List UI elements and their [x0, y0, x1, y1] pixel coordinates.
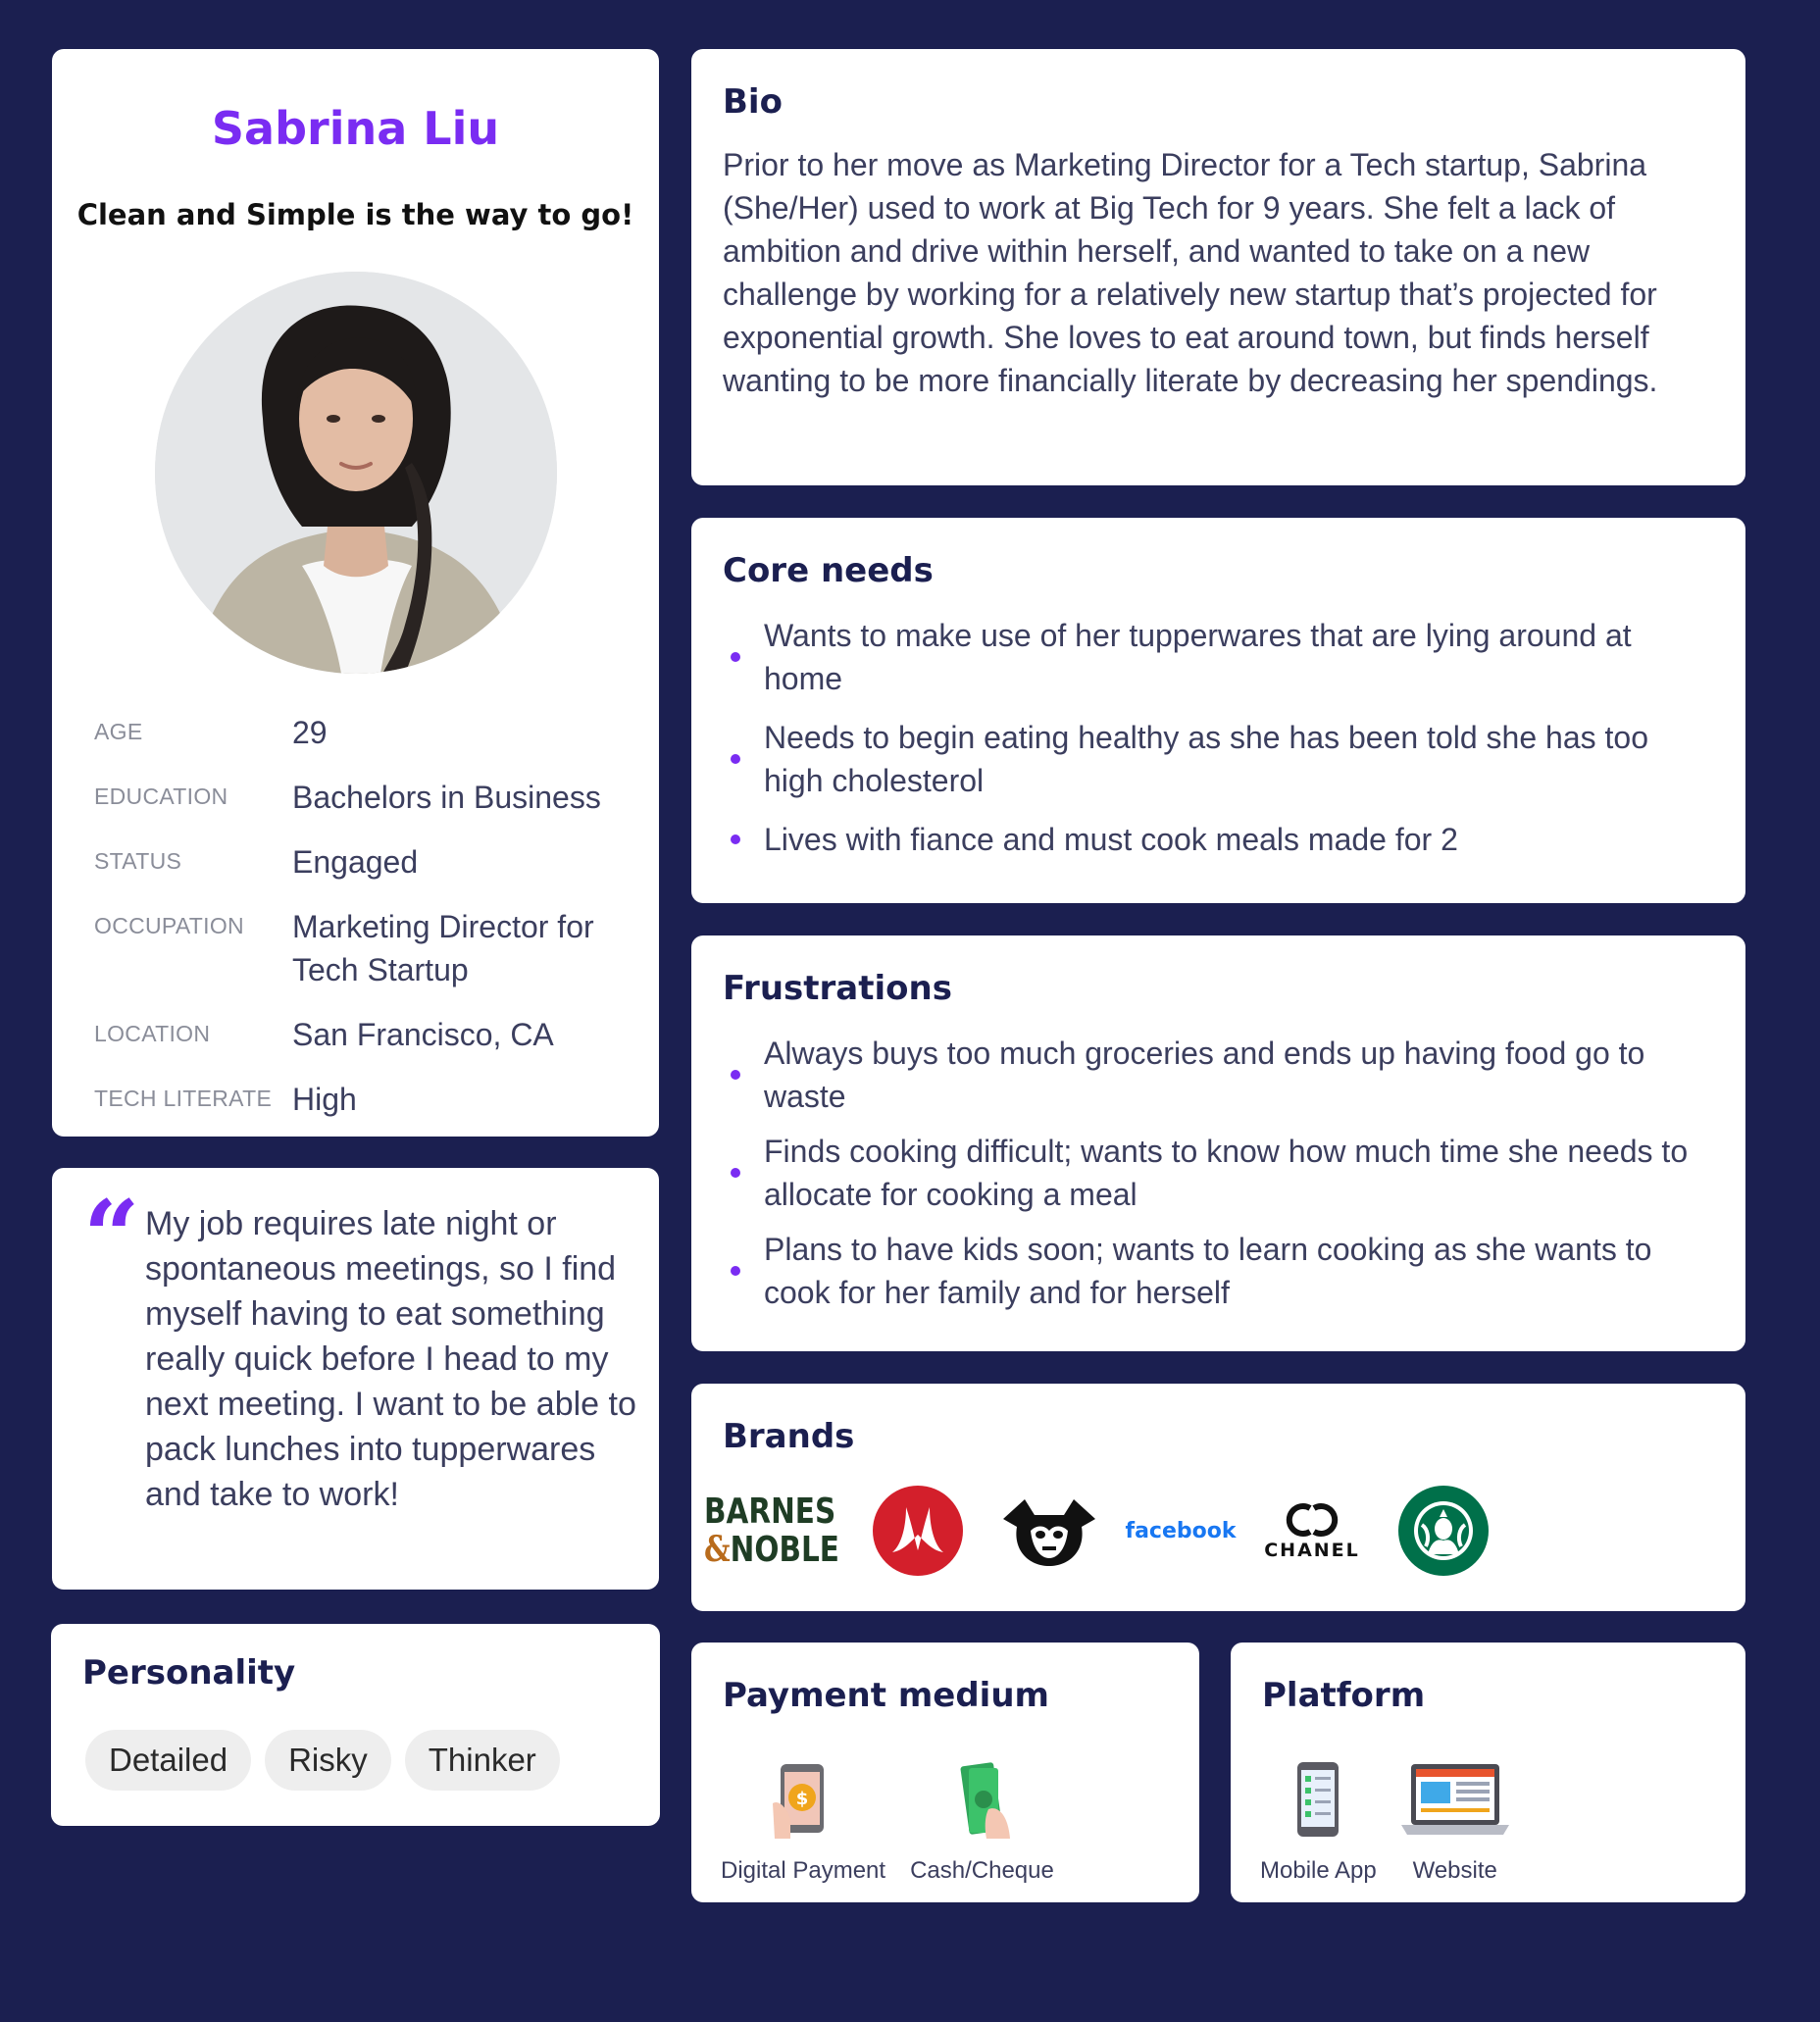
platform-title: Platform: [1262, 1676, 1426, 1715]
platform-option-mobile: [1260, 1755, 1377, 1885]
payment-medium-title: Payment medium: [723, 1676, 1049, 1715]
fact-value: Bachelors in Business: [292, 780, 601, 815]
payment-option-label: Cash/Cheque: [910, 1857, 1054, 1884]
fact-age: [94, 711, 643, 754]
list-item: Wants to make use of her tupperwares that are lying around at home: [723, 614, 1714, 700]
mobile-app-graphic: [1293, 1760, 1342, 1839]
starbucks-siren-logo-icon: [1378, 1482, 1509, 1580]
fact-status: [94, 840, 643, 884]
bio-title: Bio: [723, 82, 783, 122]
fact-value: Marketing Director for Tech Startup: [292, 909, 594, 987]
chanel-logo: [1246, 1482, 1378, 1580]
payment-options: [721, 1755, 1054, 1885]
persona-name: Sabrina Liu: [211, 102, 500, 155]
personality-title: Personality: [82, 1653, 296, 1693]
persona-tagline: Clean and Simple is the way to go!: [76, 198, 634, 231]
fact-occupation: [94, 905, 643, 991]
website-icon: [1401, 1755, 1509, 1844]
list-item: Plans to have kids soon; wants to learn cooking as she wants to cook for her family and for herself: [723, 1228, 1714, 1314]
quote-mark-icon: “: [83, 1179, 140, 1294]
starbucks-logo-graphic: [1398, 1486, 1489, 1576]
core-needs-title: Core needs: [723, 551, 934, 590]
brands-title: Brands: [723, 1417, 855, 1456]
fact-label: TECH LITERATE: [94, 1086, 273, 1111]
platform-options: [1260, 1755, 1509, 1885]
quote-card: [52, 1168, 659, 1590]
core-needs-list: [723, 614, 1714, 861]
fact-label: LOCATION: [94, 1021, 211, 1046]
brand-logos: [703, 1482, 1509, 1580]
payment-option-label: Digital Payment: [721, 1857, 886, 1884]
list-item: Always buys too much groceries and ends up having food go to waste: [723, 1032, 1714, 1118]
mobile-app-icon: [1293, 1755, 1342, 1844]
website-graphic: [1401, 1760, 1509, 1839]
platform-option-label: Website: [1412, 1857, 1497, 1884]
frustrations-list: [723, 1032, 1714, 1314]
digital-payment-icon: [769, 1755, 837, 1844]
cash-icon: [947, 1755, 1016, 1844]
fact-value: High: [292, 1082, 357, 1117]
bio-card: [691, 49, 1745, 485]
payment-medium-card: [691, 1643, 1199, 1902]
personality-tag: Risky: [265, 1730, 391, 1791]
platform-card: [1231, 1643, 1745, 1902]
barnes-noble-logo: [703, 1482, 852, 1580]
fact-value: Engaged: [292, 844, 419, 880]
fact-tech-literate: [94, 1078, 643, 1121]
platform-option-label: Mobile App: [1260, 1857, 1377, 1884]
fact-label: EDUCATION: [94, 784, 228, 809]
avatar: [155, 272, 557, 674]
list-item: Needs to begin eating healthy as she has been told she has too high cholesterol: [723, 716, 1714, 802]
payment-option-digital: [721, 1755, 885, 1885]
chanel-cc-icon: [1281, 1500, 1343, 1540]
dog-face-logo-graphic: [995, 1491, 1103, 1570]
payment-option-cash: [910, 1755, 1054, 1885]
frustrations-title: Frustrations: [723, 969, 952, 1008]
barnes-noble-line1: BARNES: [703, 1491, 836, 1532]
barnes-noble-line2: NOBLE: [730, 1529, 839, 1570]
facebook-logo: [1115, 1482, 1246, 1580]
avatar-portrait: [155, 272, 557, 674]
platform-option-website: [1401, 1755, 1509, 1885]
persona-facts: [94, 711, 643, 1142]
quote-text: My job requires late night or spontaneous meetings, so I find myself having to eat something really quick before I head to my next meeting. I want to be able to pack lunches into tupperwares and take to work!: [145, 1205, 636, 1513]
personality-tag: Thinker: [405, 1730, 560, 1791]
list-item: Lives with fiance and must cook meals made for 2: [723, 818, 1714, 861]
fact-label: AGE: [94, 719, 143, 744]
core-needs-card: [691, 518, 1745, 903]
fact-value: San Francisco, CA: [292, 1017, 554, 1052]
personality-tags: [85, 1730, 560, 1791]
profile-card: [52, 49, 659, 1137]
list-item: Finds cooking difficult; wants to know how much time she needs to allocate for cooking a meal: [723, 1130, 1714, 1216]
personality-tag: Detailed: [85, 1730, 251, 1791]
personality-card: [51, 1624, 660, 1826]
lululemon-logo-icon: [852, 1482, 984, 1580]
lululemon-logo-graphic: [873, 1486, 963, 1576]
barnes-noble-amp: &: [703, 1528, 731, 1570]
fact-label: OCCUPATION: [94, 913, 244, 938]
chanel-wordmark: CHANEL: [1264, 1540, 1360, 1561]
fact-label: STATUS: [94, 848, 182, 874]
brands-card: [691, 1384, 1745, 1611]
dog-face-logo-icon: [984, 1482, 1115, 1580]
bio-text: Prior to her move as Marketing Director for a Tech startup, Sabrina (She/Her) used to work at Big Tech for 9 years. She felt a lack of ambition and drive within herself, and wanted to take on a new challenge by working for a relatively new startup that’s projected for exponential growth. She loves to eat around town, but finds herself wanting to be more financially literate by decreasing her spendings.: [723, 147, 1658, 398]
frustrations-card: [691, 935, 1745, 1351]
cash-graphic: [947, 1760, 1016, 1839]
facebook-wordmark: facebook: [1125, 1518, 1237, 1543]
fact-education: [94, 776, 643, 819]
fact-value: 29: [292, 715, 328, 750]
fact-location: [94, 1013, 643, 1056]
digital-payment-graphic: [769, 1760, 837, 1839]
svg-text:$: $: [795, 1789, 809, 1809]
